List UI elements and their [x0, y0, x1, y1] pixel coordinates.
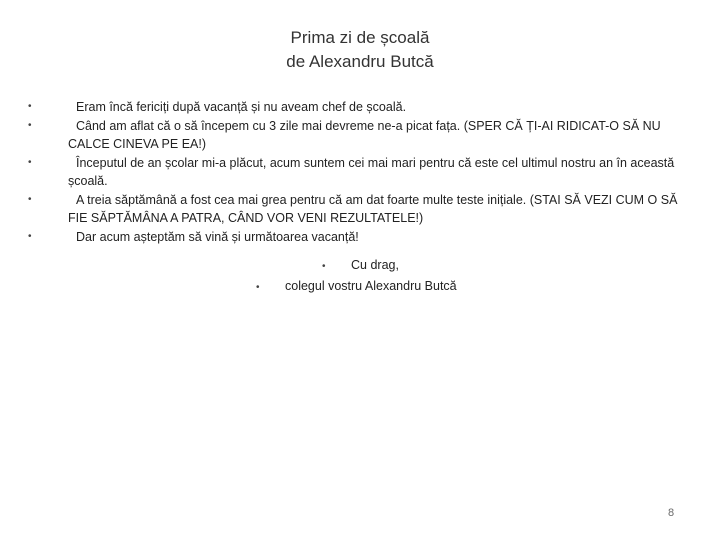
bullet-item — [28, 98, 678, 117]
bullet-item — [28, 191, 678, 228]
bullet-item — [28, 154, 678, 191]
bullet-text: Dar acum așteptăm să vină și următoarea vacanță! — [76, 229, 359, 244]
author-line: de Alexandru Butcă — [286, 52, 434, 71]
bullet-marker: • — [322, 261, 326, 272]
bullet-marker: • — [256, 282, 260, 293]
bullet-marker: • — [28, 101, 32, 112]
bullet-item — [28, 117, 678, 154]
bullet-list — [28, 98, 678, 246]
bullet-text: Începutul de an școlar mi-a plăcut, acum suntem cei mai mari pentru că este cel ultimul nostru an în această școală. — [68, 155, 675, 188]
slide-title — [0, 26, 720, 74]
bullet-text: A treia săptămână a fost cea mai grea pentru că am dat foarte multe teste inițiale. (STAI SĂ VEZI CUM O SĂ FIE SĂPTĂMÂNA A PATRA, CÂND VOR VENI REZULTATELE!) — [68, 192, 678, 225]
signature-line — [256, 277, 457, 297]
bullet-marker: • — [28, 156, 32, 168]
bullet-marker: • — [28, 230, 32, 242]
page-number: 8 — [668, 507, 675, 519]
bullet-marker: • — [28, 193, 32, 205]
signature-text: colegul vostru Alexandru Butcă — [285, 279, 457, 293]
bullet-text: Eram încă fericiți după vacanță și nu aveam chef de școală. — [76, 100, 407, 114]
closing-line — [322, 256, 399, 276]
bullet-marker: • — [28, 119, 32, 131]
bullet-text: Când am aflat că o să începem cu 3 zile mai devreme ne-a picat fața. (SPER CĂ ȚI-AI RIDICAT-O SĂ NU CALCE CINEVA PE EA!) — [68, 118, 661, 151]
closing-text: Cu drag, — [351, 258, 399, 272]
title-line: Prima zi de școală — [290, 28, 430, 47]
bullet-item — [28, 228, 678, 247]
